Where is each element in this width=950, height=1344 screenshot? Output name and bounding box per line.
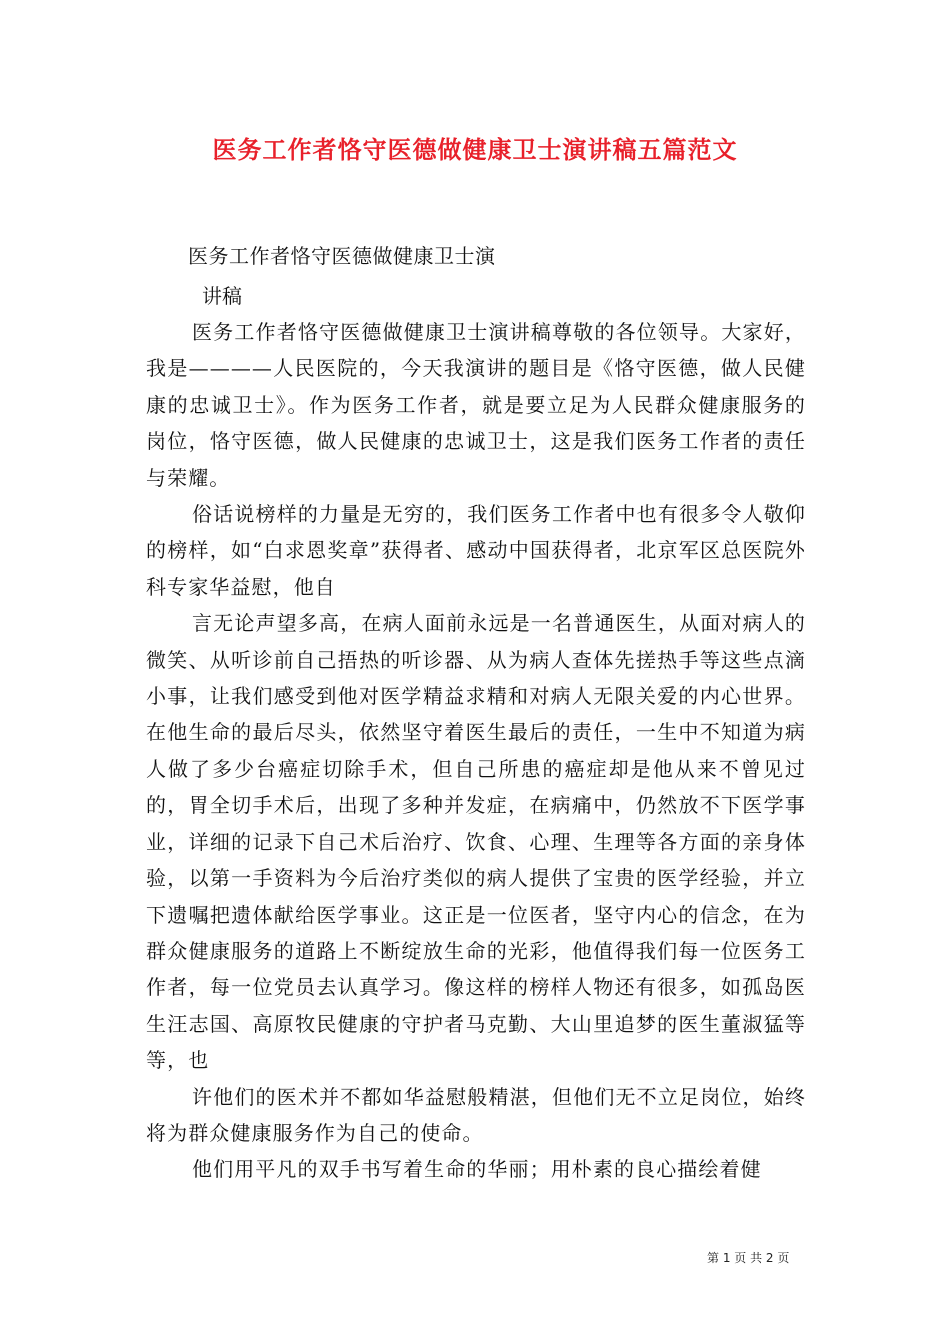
paragraph: 他们用平凡的双手书写着生命的华丽；用朴素的良心描绘着健 <box>192 1157 762 1182</box>
paragraph: 医务工作者恪守医德做健康卫士演讲稿尊敬的各位领导。大家好，我是————人民医院的，今天我演讲的题目是《恪守医德，做人民健康的忠诚卫士》。作为医务工作者，就是要立足为人民群众健康服务的岗位，恪守医德，做人民健康的忠诚卫士，这是我们医务工作者的责任与荣耀。 <box>146 320 806 490</box>
paragraph: 俗话说榜样的力量是无穷的，我们医务工作者中也有很多令人敬仰的榜样，如“白求恩奖章”获得者、感动中国获得者，北京军区总医院外科专家华益慰，他自 <box>146 502 806 599</box>
paragraph: 言无论声望多高，在病人面前永远是一名普通医生，从面对病人的微笑、从听诊前自己捂热的听诊器、从为病人查体先搓热手等这些点滴小事，让我们感受到他对医学精益求精和对病人无限关爱的内心世界。在他生命的最后尽头，依然坚守着医生最后的责任，一生中不知道为病人做了多少台癌症切除手术，但自己所患的癌症却是他从来不曾见过的，胃全切手术后，出现了多种并发症，在病痛中，仍然放不下医学事业，详细的记录下自己术后治疗、饮食、心理、生理等各方面的亲身体验，以第一手资料为今后治疗类似的病人提供了宝贵的医学经验，并立下遗嘱把遗体献给医学事业。这正是一位医者，坚守内心的信念，在为群众健康服务的道路上不断绽放生命的光彩，他值得我们每一位医务工作者，每一位党员去认真学习。像这样的榜样人物还有很多，如孤岛医生汪志国、高原牧民健康的守护者马克勤、大山里追梦的医生董淑猛等等，也 <box>146 611 806 1073</box>
document-body <box>146 314 806 1188</box>
subtitle-line-1: 医务工作者恪守医德做健康卫士演 <box>188 244 496 268</box>
subtitle-line-2: 讲稿 <box>202 284 242 308</box>
page-number: 第 1 页 共 2 页 <box>707 1251 790 1265</box>
paragraph: 许他们的医术并不都如华益慰般精湛，但他们无不立足岗位，始终将为群众健康服务作为自己的使命。 <box>146 1084 806 1145</box>
document-title: 医务工作者恪守医德做健康卫士演讲稿五篇范文 <box>212 135 738 164</box>
